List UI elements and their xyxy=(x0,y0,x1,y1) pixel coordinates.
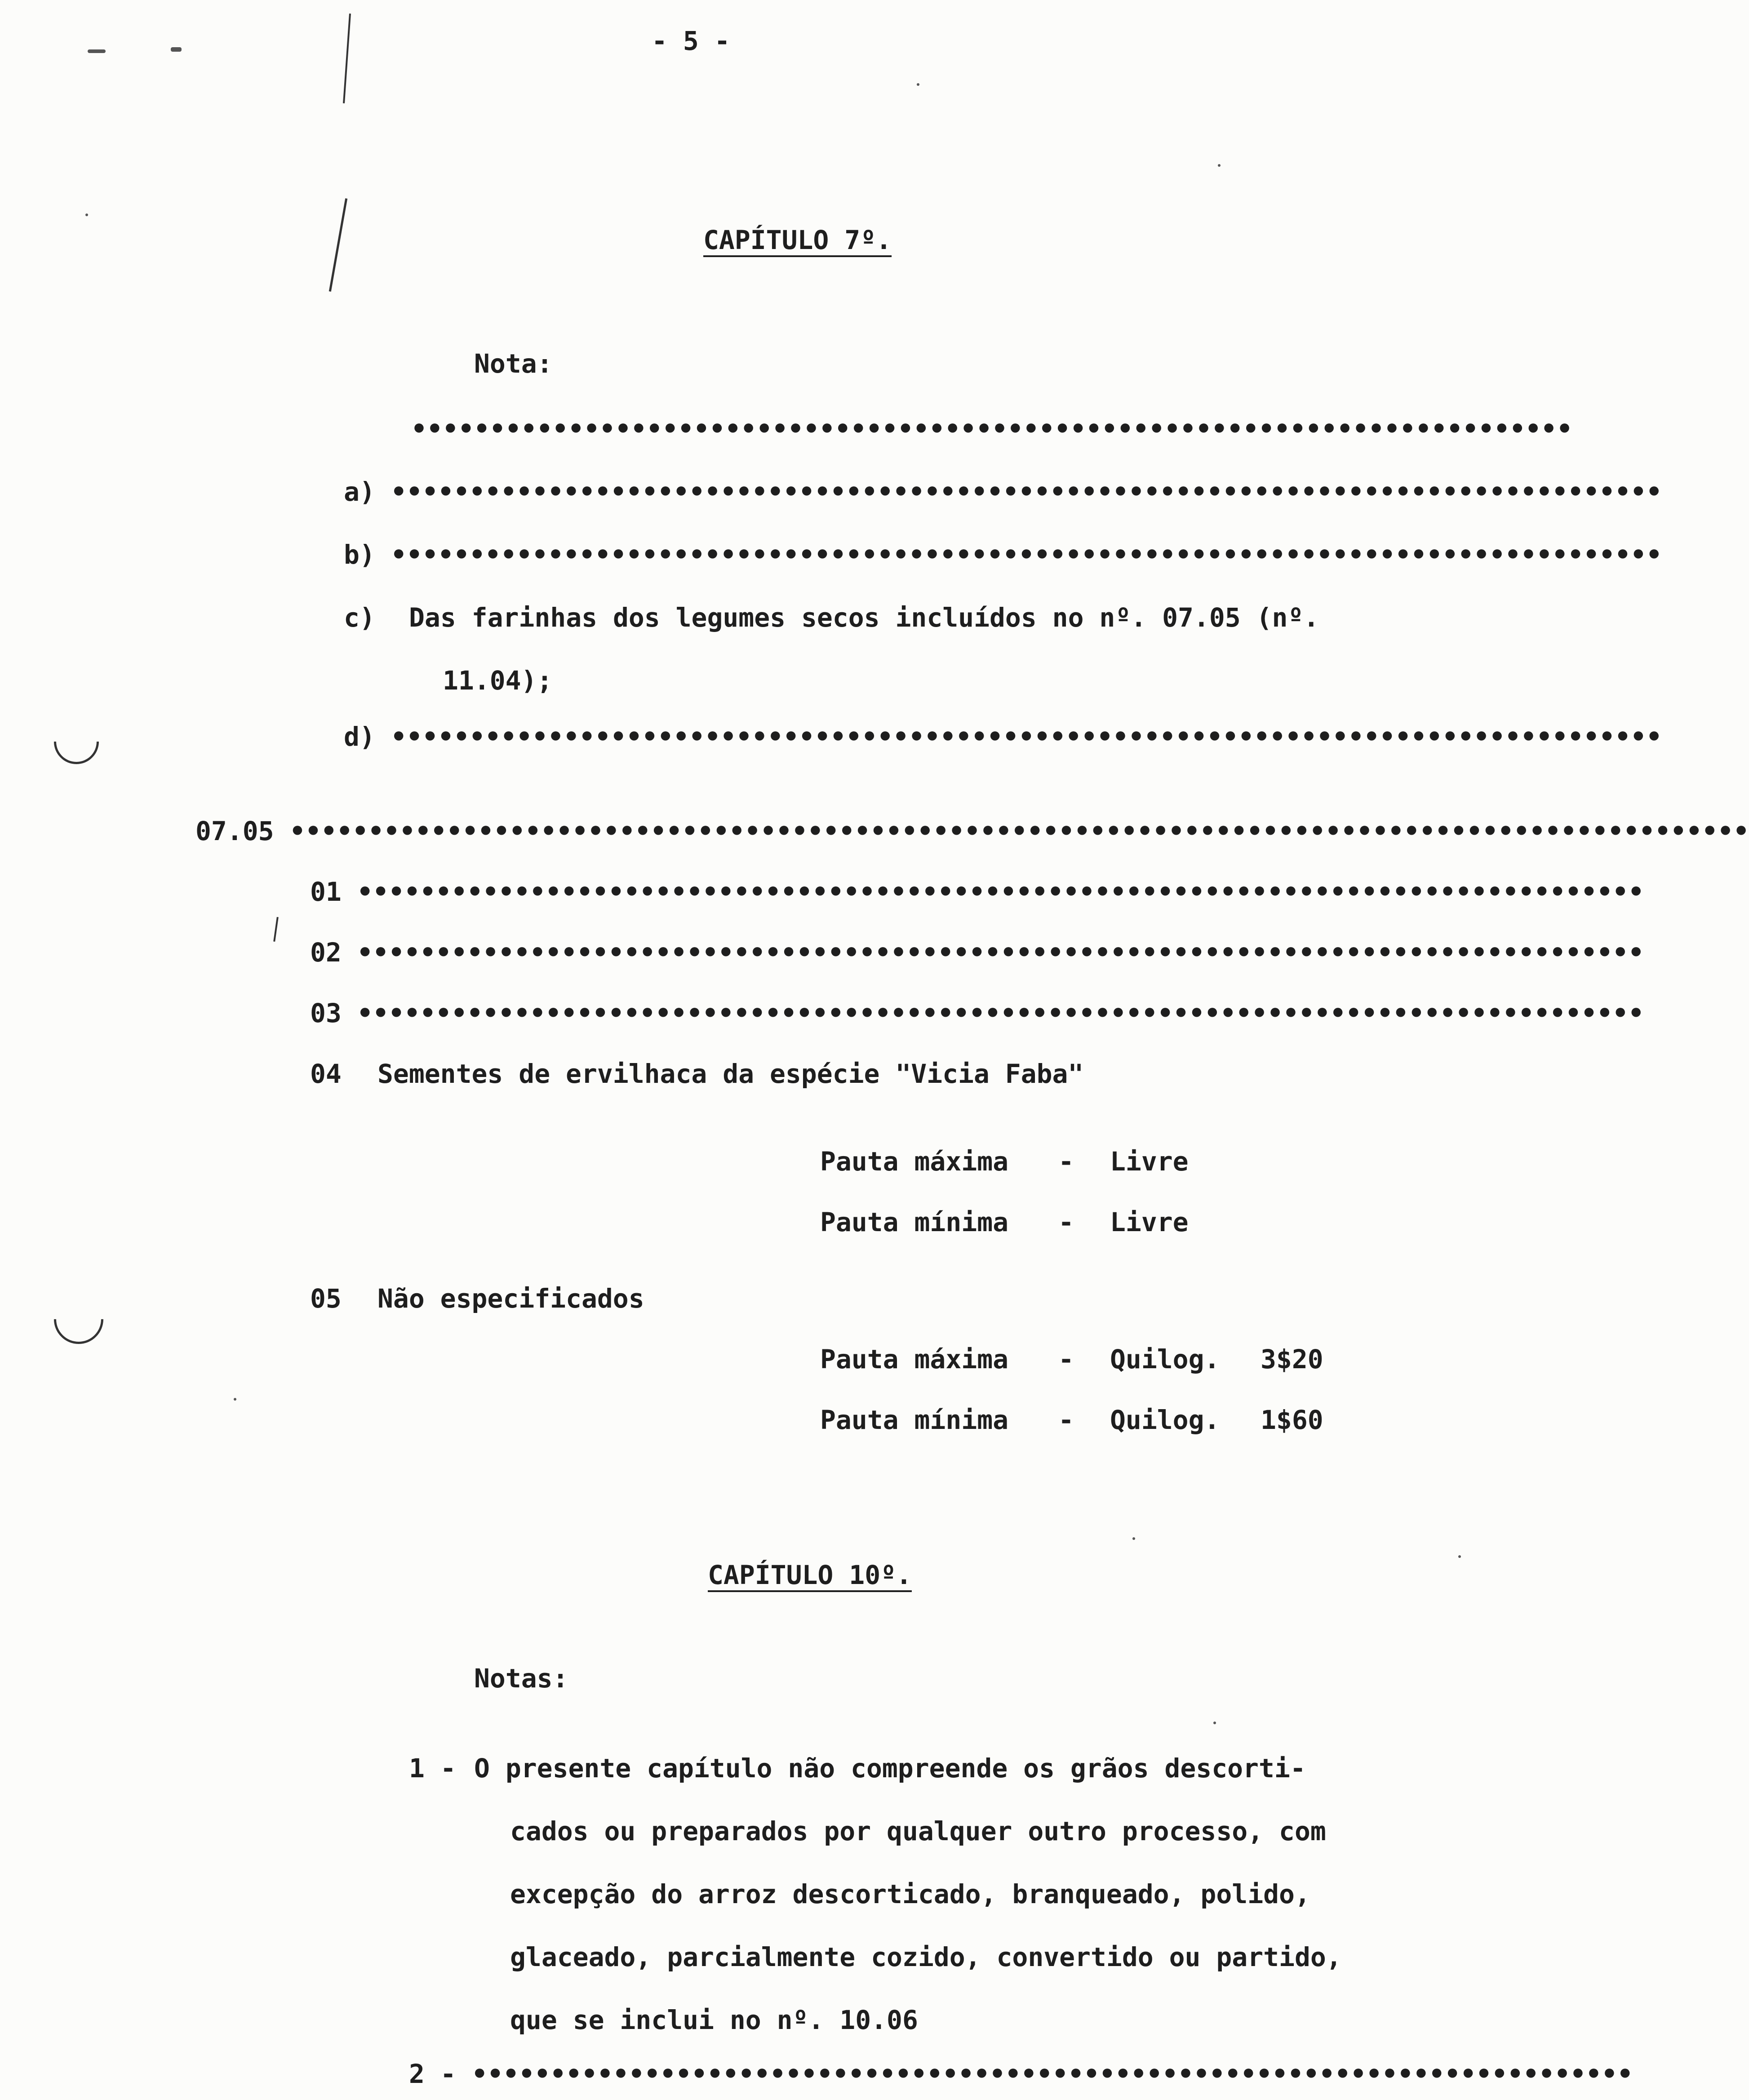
note-1-line: cados ou preparados por qualquer outro processo, com xyxy=(510,1816,1326,1846)
dot-leader: •••••••••••••••••••••••••••••••••••••••••••••••••••••••••••••••••••••••••••••••••• xyxy=(357,876,1644,907)
scan-speck xyxy=(85,214,88,216)
scan-speck xyxy=(1458,1555,1461,1558)
dot-leader: ••••••••••••••••••••••••••••••••••••••••••••••••••••••••••••••••••••••••••••••••••••••••••••• xyxy=(289,816,1749,846)
subitem-code: 03 xyxy=(310,998,342,1028)
margin-stroke xyxy=(273,917,279,942)
margin-hole-mark xyxy=(44,1284,114,1354)
scan-speck xyxy=(234,1398,236,1401)
chapter-7-title: CAPÍTULO 7º. xyxy=(703,225,892,255)
corner-scribble xyxy=(171,47,182,52)
tariff-04-min-value: Livre xyxy=(1110,1207,1189,1237)
chapter-7-notes-label: Nota: xyxy=(474,348,553,379)
note-1-number: 1 - xyxy=(409,1753,456,1784)
dot-leader: ••••••••••••••••••••••••••••••••••••••••••••••••••••••••••••••••••••••••••••••••• xyxy=(391,539,1662,570)
page-number: - 5 - xyxy=(652,26,730,56)
tariff-05-min-value: 1$60 xyxy=(1261,1405,1323,1435)
tariff-04-max-value: Livre xyxy=(1110,1146,1189,1177)
tariff-04-max-label: Pauta máxima xyxy=(820,1146,1009,1177)
tariff-05-max-unit: Quilog. xyxy=(1110,1344,1220,1375)
scan-speck xyxy=(1213,1722,1216,1724)
tariff-05-min-unit: Quilog. xyxy=(1110,1405,1220,1435)
chapter-10-notes-label: Notas: xyxy=(474,1663,568,1694)
note-item-a xyxy=(344,476,1662,507)
subitem-04-text: Sementes de ervilhaca da espécie "Vicia Faba" xyxy=(377,1059,1084,1089)
dot-leader: •••••••••••••••••••••••••••••••••••••••••••••••••••••••••••••••••••••••••••••••••• xyxy=(357,998,1644,1028)
subitem-02 xyxy=(310,937,1644,968)
tariff-05-max-value: 3$20 xyxy=(1261,1344,1323,1375)
dot-leader: ••••••••••••••••••••••••••••••••••••••••••••••••••••••••••••••••••••••••••••••••• xyxy=(391,721,1662,752)
heading-07-05 xyxy=(195,816,1749,846)
note-item-c-text: Das farinhas dos legumes secos incluídos no nº. 07.05 (nº. xyxy=(409,602,1319,633)
dot-leader: ••••••••••••••••••••••••••••••••••••••••••••••••••••••••••••••••••••••••••••••••• xyxy=(391,476,1662,507)
subitem-01 xyxy=(310,876,1644,907)
scan-speck xyxy=(1132,1537,1135,1540)
tariff-dash: - xyxy=(1058,1207,1074,1237)
margin-stroke xyxy=(343,13,351,103)
dot-leader: •••••••••••••••••••••••••••••••••••••••••••••••••••••••••••••••••••••••••• xyxy=(471,2059,1633,2089)
dot-leader: •••••••••••••••••••••••••••••••••••••••••••••••••••••••••••••••••••••••••• xyxy=(411,414,1573,444)
tariff-05-min-label: Pauta mínima xyxy=(820,1405,1009,1435)
subitem-05-code: 05 xyxy=(310,1283,342,1314)
note-item-d xyxy=(344,721,1662,752)
tariff-dash: - xyxy=(1058,1344,1074,1375)
note-1-line: que se inclui no nº. 10.06 xyxy=(510,2005,918,2035)
margin-hole-mark xyxy=(44,710,108,773)
margin-stroke xyxy=(329,198,347,292)
scan-speck xyxy=(1218,164,1221,167)
subitem-05-text: Não especificados xyxy=(377,1283,644,1314)
chapter-7-elided-note xyxy=(411,414,1573,444)
subitem-03 xyxy=(310,998,1644,1028)
heading-code: 07.05 xyxy=(195,816,274,846)
subitem-04-code: 04 xyxy=(310,1059,342,1089)
note-1-line: O presente capítulo não compreende os grãos descorti- xyxy=(474,1753,1306,1784)
note-2 xyxy=(409,2059,1633,2089)
tariff-dash: - xyxy=(1058,1405,1074,1435)
tariff-05-max-label: Pauta máxima xyxy=(820,1344,1009,1375)
subitem-code: 02 xyxy=(310,937,342,968)
dot-leader: •••••••••••••••••••••••••••••••••••••••••••••••••••••••••••••••••••••••••••••••••• xyxy=(357,937,1644,968)
tariff-dash: - xyxy=(1058,1146,1074,1177)
note-1-line: excepção do arroz descorticado, branqueado, polido, xyxy=(510,1879,1310,1909)
note-item-c-label: c) xyxy=(344,602,375,633)
note-item-b xyxy=(344,539,1662,570)
note-item-c-text-continued: 11.04); xyxy=(443,665,553,696)
note-item-label: a) xyxy=(344,476,375,507)
subitem-code: 01 xyxy=(310,876,342,907)
chapter-10-title: CAPÍTULO 10º. xyxy=(708,1560,912,1590)
corner-scribble xyxy=(88,49,106,53)
note-2-number: 2 - xyxy=(409,2059,456,2089)
note-item-label: b) xyxy=(344,539,375,570)
note-1-line: glaceado, parcialmente cozido, convertido ou partido, xyxy=(510,1942,1342,1972)
note-item-label: d) xyxy=(344,721,375,752)
scan-speck xyxy=(917,83,919,86)
tariff-04-min-label: Pauta mínima xyxy=(820,1207,1009,1237)
